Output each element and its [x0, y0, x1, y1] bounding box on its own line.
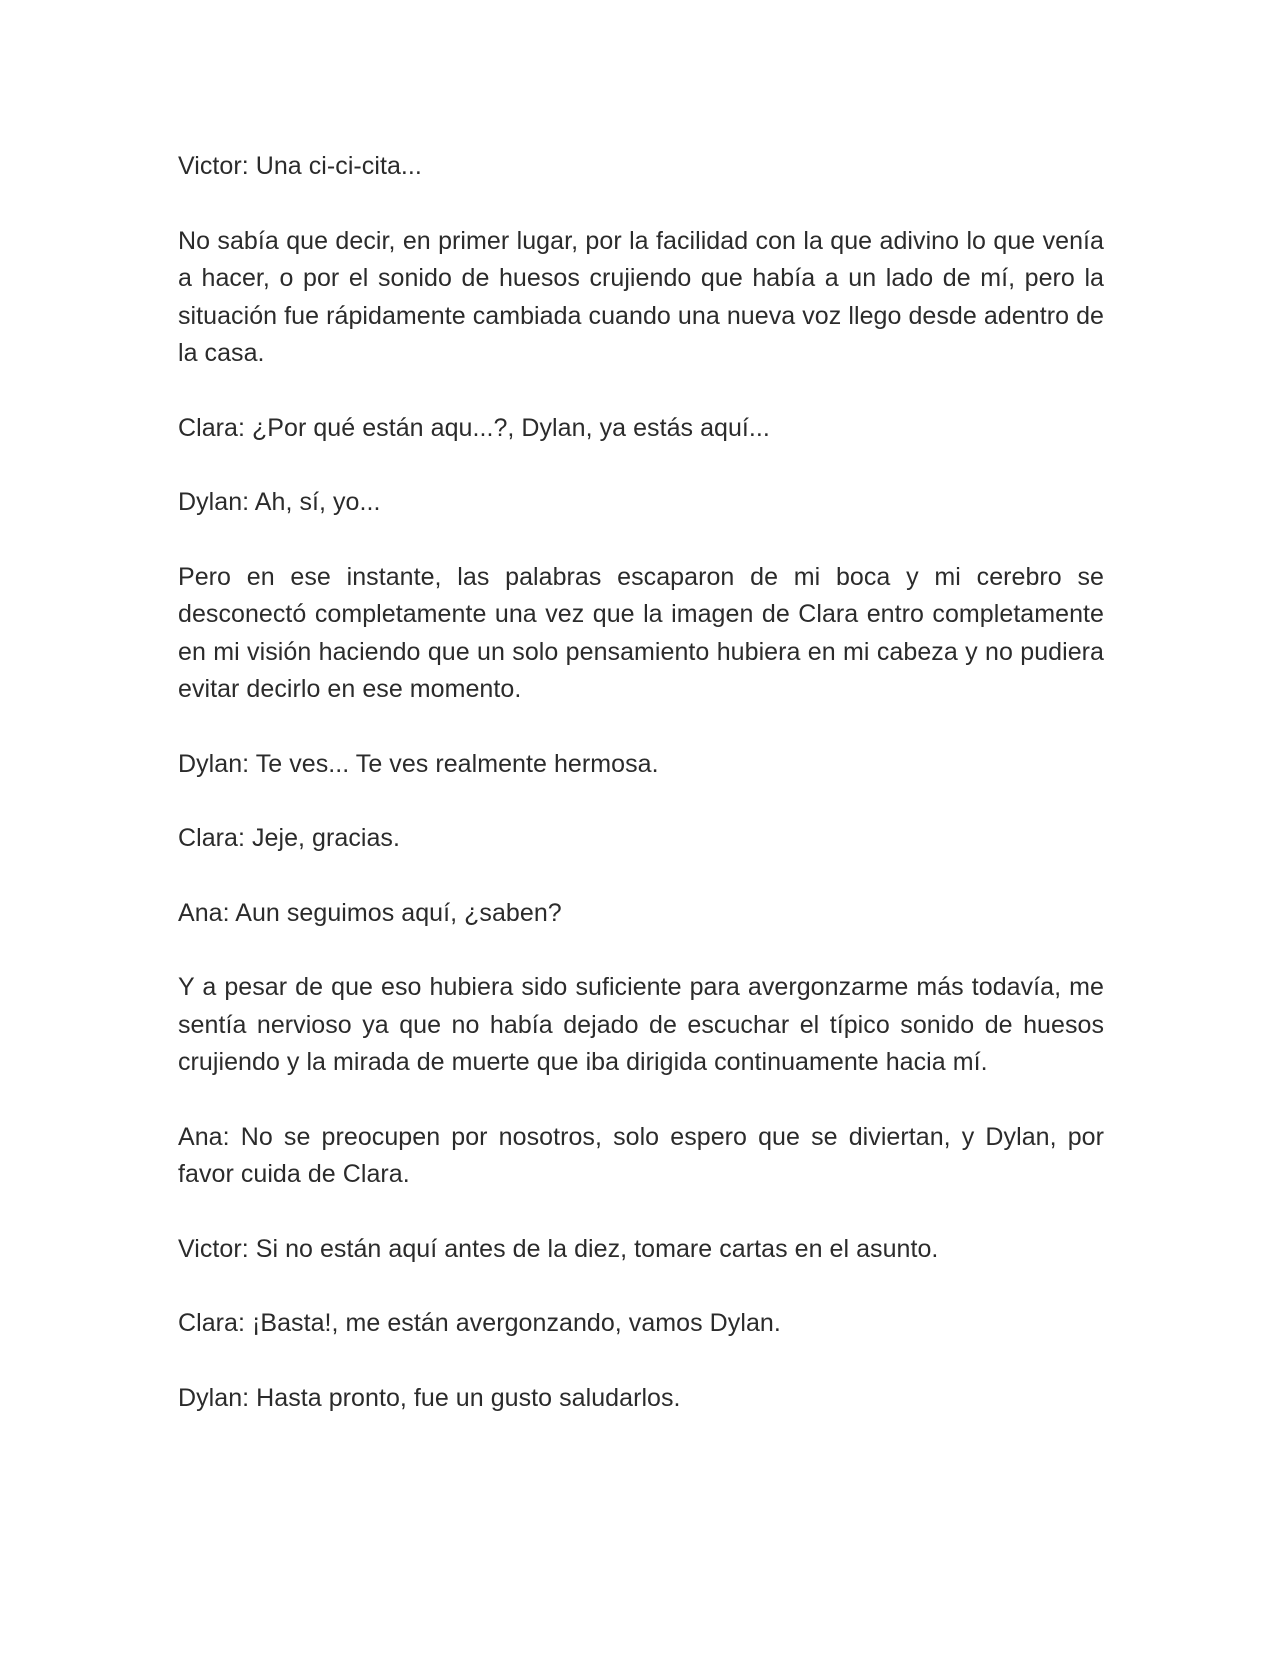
dialogue-line-dylan: Dylan: Hasta pronto, fue un gusto saludarlos.	[178, 1383, 681, 1412]
dialogue-line-victor: Victor: Si no están aquí antes de la diez, tomare cartas en el asunto.	[178, 1234, 939, 1263]
dialogue-line-clara: Clara: ¿Por qué están aqu...?, Dylan, ya estás aquí...	[178, 413, 770, 442]
narration-paragraph: No sabía que decir, en primer lugar, por la facilidad con la que adivino lo que venía a hacer, o por el sonido de huesos crujiendo que había a un lado de mí, pero la situación fue rápidamente cambiada cuando una nueva voz llego desde adentro de la casa.	[178, 226, 1104, 367]
dialogue-line-dylan: Dylan: Ah, sí, yo...	[178, 488, 381, 516]
narration-paragraph: Pero en ese instante, las palabras escaparon de mi boca y mi cerebro se desconectó completamente una vez que la imagen de Clara entro completamente en mi visión haciendo que un solo pensamiento hubiera en mi cabeza y no pudiera evitar decirlo en ese momento.	[178, 562, 1104, 703]
narration-paragraph: Y a pesar de que eso hubiera sido suficiente para avergonzarme más todavía, me sentía nervioso ya que no había dejado de escuchar el típico sonido de huesos crujiendo y la mirada de muerte que iba dirigida continuamente hacia mí.	[178, 973, 1104, 1076]
dialogue-line-victor: Victor: Una ci-ci-cita...	[178, 152, 422, 180]
dialogue-line-dylan: Dylan: Te ves... Te ves realmente hermosa.	[178, 749, 659, 778]
dialogue-line-ana: Ana: Aun seguimos aquí, ¿saben?	[178, 898, 562, 927]
dialogue-line-ana: Ana: No se preocupen por nosotros, solo espero que se diviertan, y Dylan, por favor cuida de Clara.	[178, 1122, 1104, 1188]
dialogue-line-clara: Clara: Jeje, gracias.	[178, 824, 400, 852]
dialogue-line-clara: Clara: ¡Basta!, me están avergonzando, vamos Dylan.	[178, 1309, 781, 1337]
